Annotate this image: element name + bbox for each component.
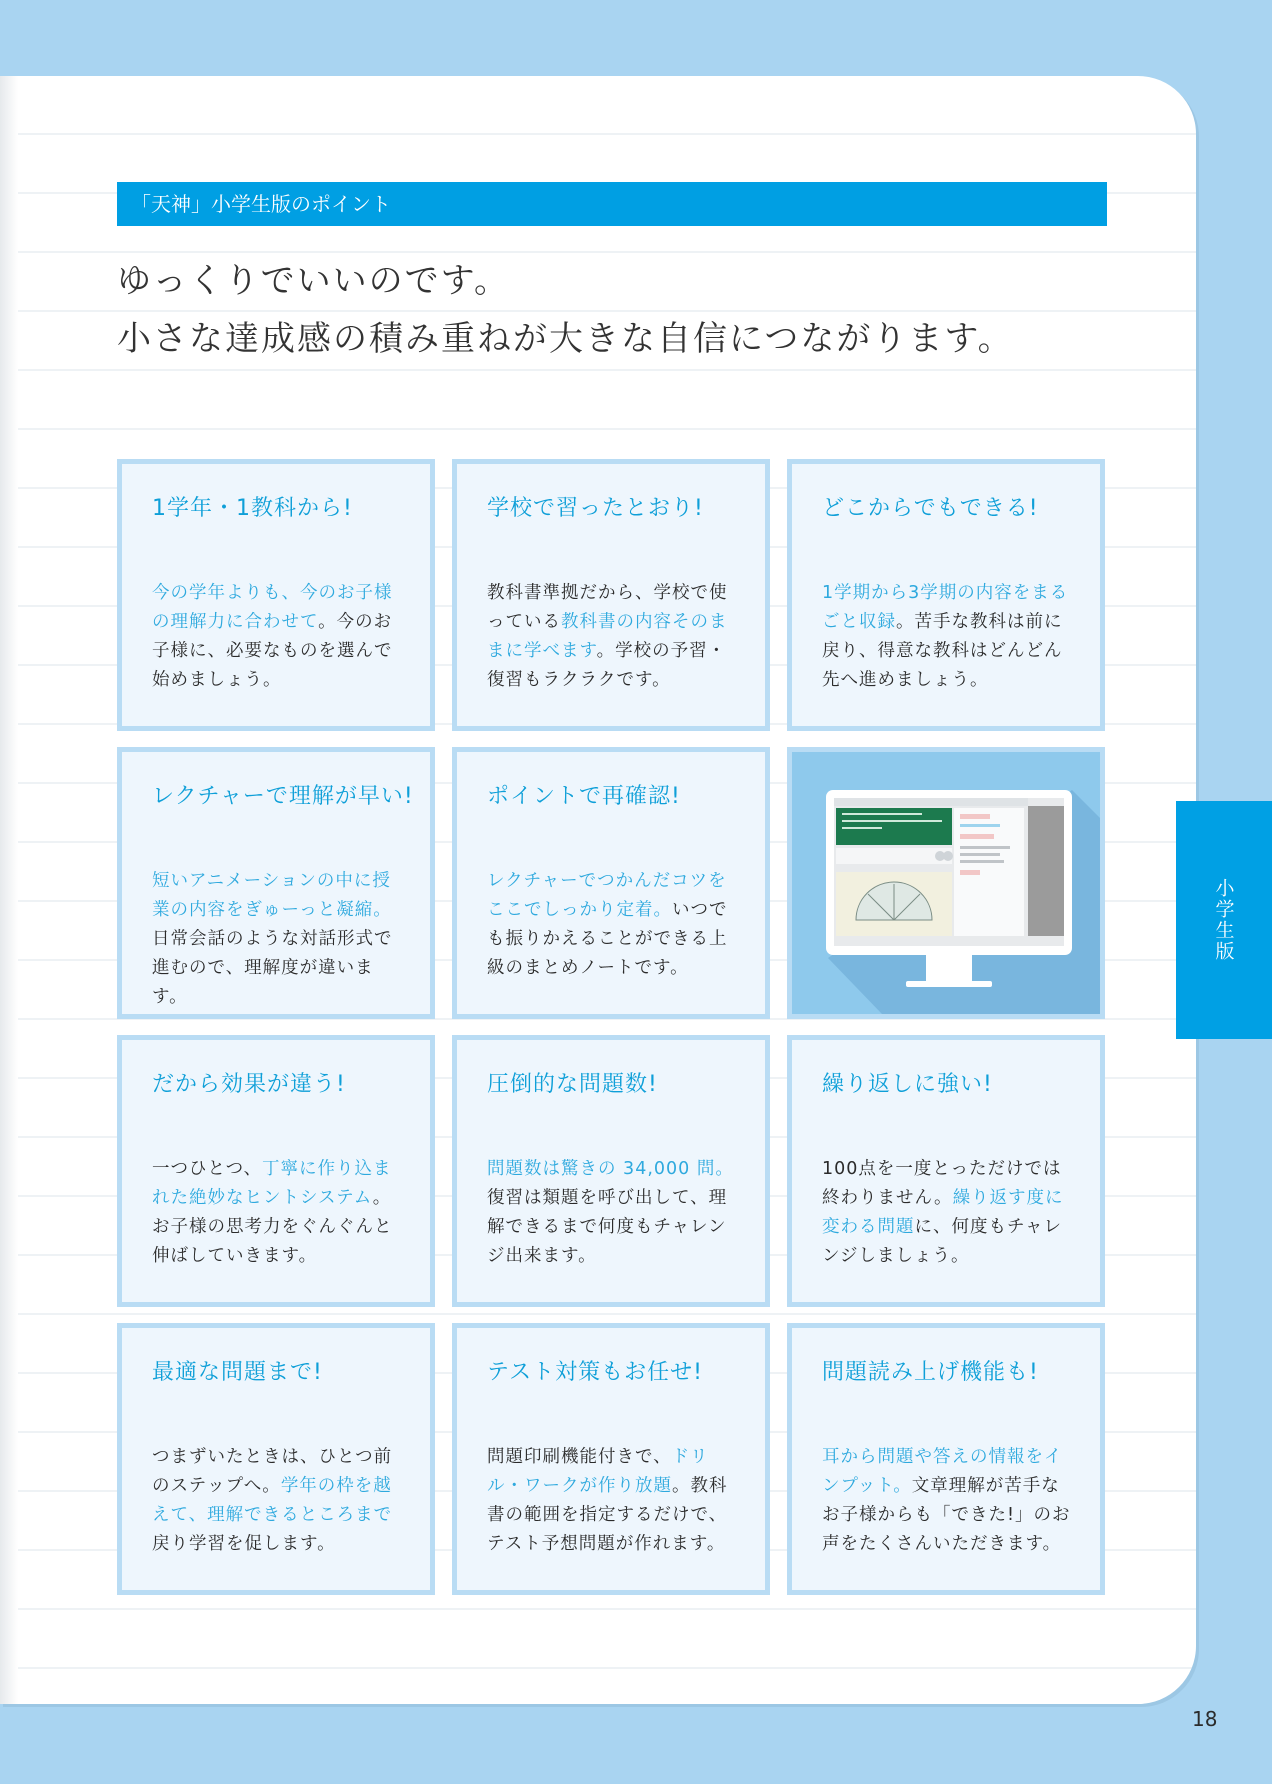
monitor-illustration [792, 752, 1100, 1014]
card-body-highlight: 今の学年よりも、今のお子様の理解力に合わせて [152, 583, 393, 632]
card-body-highlight: 学年の枠を越えて、理解できるところまで [152, 1476, 393, 1525]
card-body-text: 。お子様の思考力をぐんぐんと伸ばしていきます。 [152, 1188, 393, 1266]
card-body-highlight: ドリル・ワークが作り放題 [487, 1447, 709, 1496]
card-title: テスト対策もお任せ! [487, 1360, 703, 1385]
feature-card-7 [452, 1035, 770, 1307]
card-body-text: 。学校の予習・復習もラクラクです。 [487, 641, 727, 690]
feature-card-10 [452, 1323, 770, 1595]
card-body-text: 日常会話のような対話形式で進むので、理解度が違います。 [152, 929, 393, 1007]
feature-card-11 [787, 1323, 1105, 1595]
card-body-text: 。教科書の範囲を指定するだけで、テスト予想問題が作れます。 [487, 1476, 728, 1554]
card-body-highlight: 問題数は驚きの 34,000 問。 [487, 1159, 734, 1179]
card-body [487, 1443, 737, 1559]
feature-card-9 [117, 1323, 435, 1595]
monitor-stand [906, 981, 992, 987]
card-body-highlight: レクチャーでつかんだコツをここでしっかり定着。 [487, 871, 727, 920]
card-title: レクチャーで理解が早い! [152, 784, 414, 809]
card-body-text: 復習は類題を呼び出して、理解できるまで何度もチャレンジ出来ます。 [487, 1188, 728, 1266]
card-title: 最適な問題まで! [152, 1360, 323, 1385]
card-title: 圧倒的な問題数! [487, 1072, 658, 1097]
card-title: 問題読み上げ機能も! [822, 1360, 1039, 1385]
card-body [487, 1155, 737, 1271]
feature-card-3 [787, 459, 1105, 731]
card-body-text: 。今のお子様に、必要なものを選んで始めましょう。 [152, 612, 393, 690]
card-title: ポイントで再確認! [487, 784, 681, 809]
card-body-highlight: 丁寧に作り込まれた絶妙なヒントシステム [152, 1159, 392, 1208]
card-title: 1学年・1教科から! [152, 496, 353, 521]
card-body-text: 問題印刷機能付きで、 [487, 1447, 672, 1467]
card-body-text: 戻り学習を促します。 [152, 1534, 336, 1554]
headline-line-1: ゆっくりでいいのです。 [117, 261, 510, 301]
page-number: 18 [1192, 1707, 1218, 1731]
card-body [822, 1155, 1072, 1271]
headline [117, 252, 1077, 368]
feature-card-5 [452, 747, 770, 1019]
page-binding [0, 76, 18, 1704]
card-body-text: つまずいたときは、ひとつ前のステップへ。 [152, 1447, 393, 1496]
side-tab-label: 小学生版 [1212, 878, 1235, 962]
card-body-highlight: 短いアニメーションの中に授業の内容をぎゅーっと凝縮。 [152, 871, 392, 920]
section-label: 「天神」小学生版のポイント [131, 192, 391, 216]
card-body [152, 1443, 402, 1559]
card-title: 繰り返しに強い! [822, 1072, 993, 1097]
card-body [152, 579, 402, 695]
section-heading-bar [117, 182, 1107, 226]
card-body-highlight: 1学期から3学期の内容をまるごと収録 [822, 583, 1069, 632]
card-body-text: 一つひとつ、 [152, 1159, 262, 1179]
feature-card-6 [117, 1035, 435, 1307]
card-body [822, 579, 1072, 695]
card-body-text: 。苦手な教科は前に戻り、得意な教科はどんどん先へ進めましょう。 [822, 612, 1063, 690]
card-body-highlight: 繰り返す度に変わる問題 [822, 1188, 1064, 1237]
card-body [822, 1443, 1072, 1559]
monitor-illustration-card [787, 747, 1105, 1019]
card-body [152, 867, 402, 1012]
card-body-text: いつでも振りかえることができる上級のまとめノートです。 [487, 900, 728, 978]
headline-line-2: 小さな達成感の積み重ねが大きな自信につながります。 [117, 319, 1014, 359]
card-title: どこからでもできる! [822, 496, 1039, 521]
feature-card-1 [117, 459, 435, 731]
side-tab-elementary[interactable] [1176, 801, 1272, 1039]
card-body-highlight: 教科書の内容そのままに学べます [487, 612, 728, 661]
card-body-highlight: 耳から問題や答えの情報をインプット。 [822, 1447, 1063, 1496]
screen-scroll-panel [1028, 806, 1064, 936]
feature-card-4 [117, 747, 435, 1019]
feature-card-2 [452, 459, 770, 731]
feature-card-8 [787, 1035, 1105, 1307]
card-body-text: 100点を一度とっただけでは終わりません。 [822, 1159, 1062, 1208]
monitor-neck [926, 955, 972, 981]
card-body [487, 867, 737, 983]
card-body-text: に、何度もチャレンジしましょう。 [822, 1217, 1062, 1266]
card-body [487, 579, 737, 695]
card-body-text: 文章理解が苦手なお子様からも「できた!」のお声をたくさんいただきます。 [822, 1476, 1071, 1554]
card-title: だから効果が違う! [152, 1072, 346, 1097]
card-title: 学校で習ったとおり! [487, 496, 704, 521]
screen-toolbar [834, 798, 1028, 806]
card-body-text: 教科書準拠だから、学校で使っている [487, 583, 728, 632]
card-body [152, 1155, 402, 1271]
